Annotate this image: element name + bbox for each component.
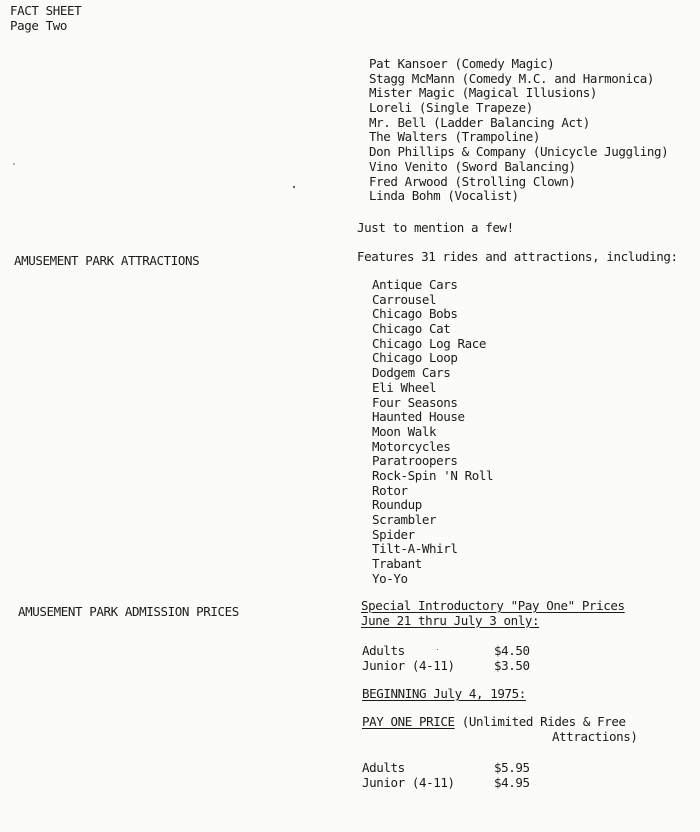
list-item: Don Phillips & Company (Unicycle Juggling) <box>369 144 669 160</box>
price-label: Adults <box>362 643 405 658</box>
price-value: $4.95 <box>494 774 530 790</box>
performer-list <box>369 57 668 204</box>
list-item: Linda Bohm (Vocalist) <box>369 188 519 204</box>
list-item: Motorcycles <box>372 438 451 454</box>
price-value: $3.50 <box>494 657 530 673</box>
list-item: Mister Magic (Magical Illusions) <box>369 85 598 101</box>
list-item: Stagg McMann (Comedy M.C. and Harmonica) <box>369 70 655 86</box>
price-label: Junior (4-11) <box>362 774 455 790</box>
special-prices-heading <box>361 599 625 628</box>
list-item: Eli Wheel <box>372 379 437 395</box>
list-item: Chicago Cat <box>372 321 451 337</box>
special-price-table <box>362 644 530 673</box>
table-row <box>362 659 530 674</box>
price-label: Adults <box>362 760 405 775</box>
list-item: Moon Walk <box>372 423 437 439</box>
price-value: $5.95 <box>494 760 530 775</box>
fact-sheet-header <box>10 4 81 33</box>
beginning-date: BEGINNING July 4, 1975: <box>362 686 526 701</box>
document-title: FACT SHEET <box>10 3 82 18</box>
list-item: Mr. Bell (Ladder Balancing Act) <box>369 114 590 130</box>
list-item: Rock-Spin 'N Roll <box>372 467 494 483</box>
special-prices-dates: June 21 thru July 3 only: <box>361 612 540 628</box>
list-item: Chicago Loop <box>372 350 458 366</box>
list-item: Antique Cars <box>372 277 458 292</box>
pay-one-note-cont: Attractions) <box>552 728 638 744</box>
page-speck <box>13 163 15 165</box>
attractions-heading: AMUSEMENT PARK ATTRACTIONS <box>14 253 200 268</box>
list-item: Pat Kansoer (Comedy Magic) <box>369 56 555 71</box>
table-row <box>362 761 530 776</box>
list-item: Scrambler <box>372 512 437 527</box>
list-item: Chicago Bobs <box>372 306 458 322</box>
list-item: Carrousel <box>372 291 437 307</box>
list-item: Rotor <box>372 482 408 498</box>
regular-price-table <box>362 761 530 790</box>
table-row <box>362 644 530 659</box>
list-item: Chicago Log Race <box>372 335 487 351</box>
pay-one-label: PAY ONE PRICE <box>362 714 455 729</box>
rides-list <box>372 278 493 586</box>
list-item: Yo-Yo <box>372 570 408 586</box>
list-item: Spider <box>372 526 415 542</box>
list-item: Four Seasons <box>372 394 458 410</box>
list-item: Tilt-A-Whirl <box>372 541 458 557</box>
page-speck <box>437 649 438 650</box>
list-item: Trabant <box>372 556 422 572</box>
list-item: Haunted House <box>372 409 465 425</box>
special-prices-title: Special Introductory "Pay One" Prices <box>361 598 625 613</box>
page-speck <box>293 186 295 188</box>
list-item: The Walters (Trampoline) <box>369 129 541 145</box>
list-item: Roundup <box>372 497 422 513</box>
table-row <box>362 776 530 791</box>
mention-text: Just to mention a few! <box>357 220 514 235</box>
price-label: Junior (4-11) <box>362 657 455 673</box>
attractions-intro: Features 31 rides and attractions, including: <box>357 249 678 264</box>
pay-one-note: (Unlimited Rides & Free <box>461 714 626 729</box>
pay-one-block <box>362 715 638 744</box>
list-item: Paratroopers <box>372 453 458 469</box>
list-item: Fred Arwood (Strolling Clown) <box>369 173 576 189</box>
list-item: Vino Venito (Sword Balancing) <box>369 158 576 174</box>
prices-heading: AMUSEMENT PARK ADMISSION PRICES <box>18 604 239 619</box>
list-item: Dodgem Cars <box>372 365 451 381</box>
page-label: Page Two <box>10 17 68 33</box>
list-item: Loreli (Single Trapeze) <box>369 100 533 116</box>
price-value: $4.50 <box>494 643 530 658</box>
